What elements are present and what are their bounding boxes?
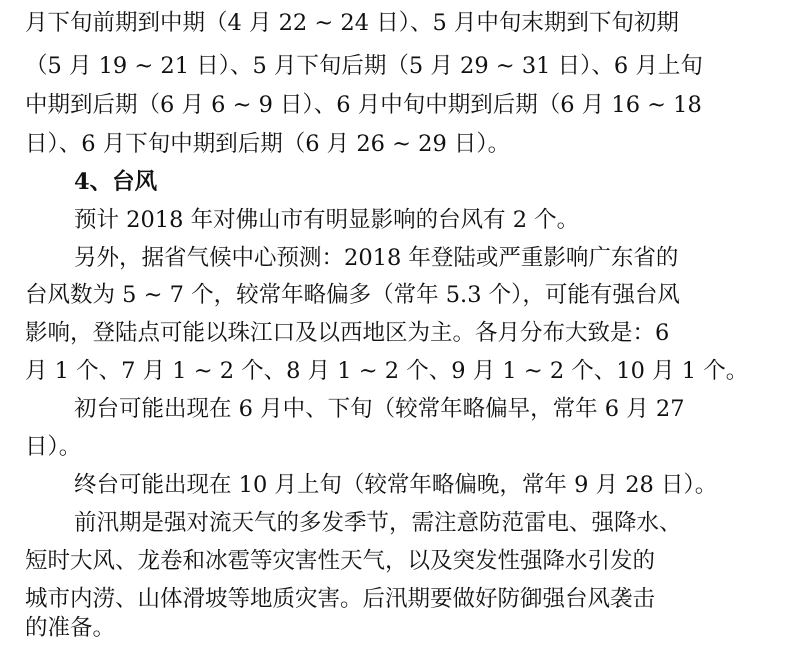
text-line-3: 中期到后期（6 月 6 ~ 9 日）、6 月中旬中期到后期（6 月 16 ~ 18: [25, 92, 702, 118]
flood-season-line-2: 短时大风、龙卷和冰雹等灾害性天气，以及突发性强降水引发的: [25, 548, 656, 574]
first-typhoon-line-2: 日）。: [25, 434, 82, 460]
flood-season-line-1: 前汛期是强对流天气的多发季节，需注意防范雷电、强降水、: [74, 510, 682, 536]
flood-season-line-4: 的准备。: [25, 615, 116, 641]
first-typhoon-line-1: 初台可能出现在 6 月中、下旬（较常年略偏早，常年 6 月 27: [74, 396, 685, 422]
paragraph-line-1: 另外，据省气候中心预测：2018 年登陆或严重影响广东省的: [74, 245, 679, 271]
text-line-2: （5 月 19 ~ 21 日）、5 月下旬后期（5 月 29 ~ 31 日）、6 月上旬: [25, 53, 703, 79]
text-line-1: 月下旬前期到中期（4 月 22 ~ 24 日）、5 月中旬末期到下旬初期: [25, 10, 679, 36]
text-line-4: 日）、6 月下旬中期到后期（6 月 26 ~ 29 日）。: [25, 131, 511, 157]
flood-season-line-3: 城市内涝、山体滑坡等地质灾害。后汛期要做好防御强台风袭击: [25, 586, 656, 612]
paragraph-line-3: 影响，登陆点可能以珠江口及以西地区为主。各月分布大致是：6: [25, 320, 670, 346]
section-heading: 4、台风: [74, 169, 158, 195]
paragraph-line-4: 月 1 个、7 月 1 ~ 2 个、8 月 1 ~ 2 个、9 月 1 ~ 2 个、10 月 1 个。: [25, 358, 749, 384]
paragraph-forecast: 预计 2018 年对佛山市有明显影响的台风有 2 个。: [74, 207, 580, 233]
last-typhoon-line: 终台可能出现在 10 月上旬（较常年略偏晚，常年 9 月 28 日）。: [74, 472, 718, 498]
paragraph-line-2: 台风数为 5 ~ 7 个，较常年略偏多（常年 5.3 个），可能有强台风: [25, 282, 680, 308]
